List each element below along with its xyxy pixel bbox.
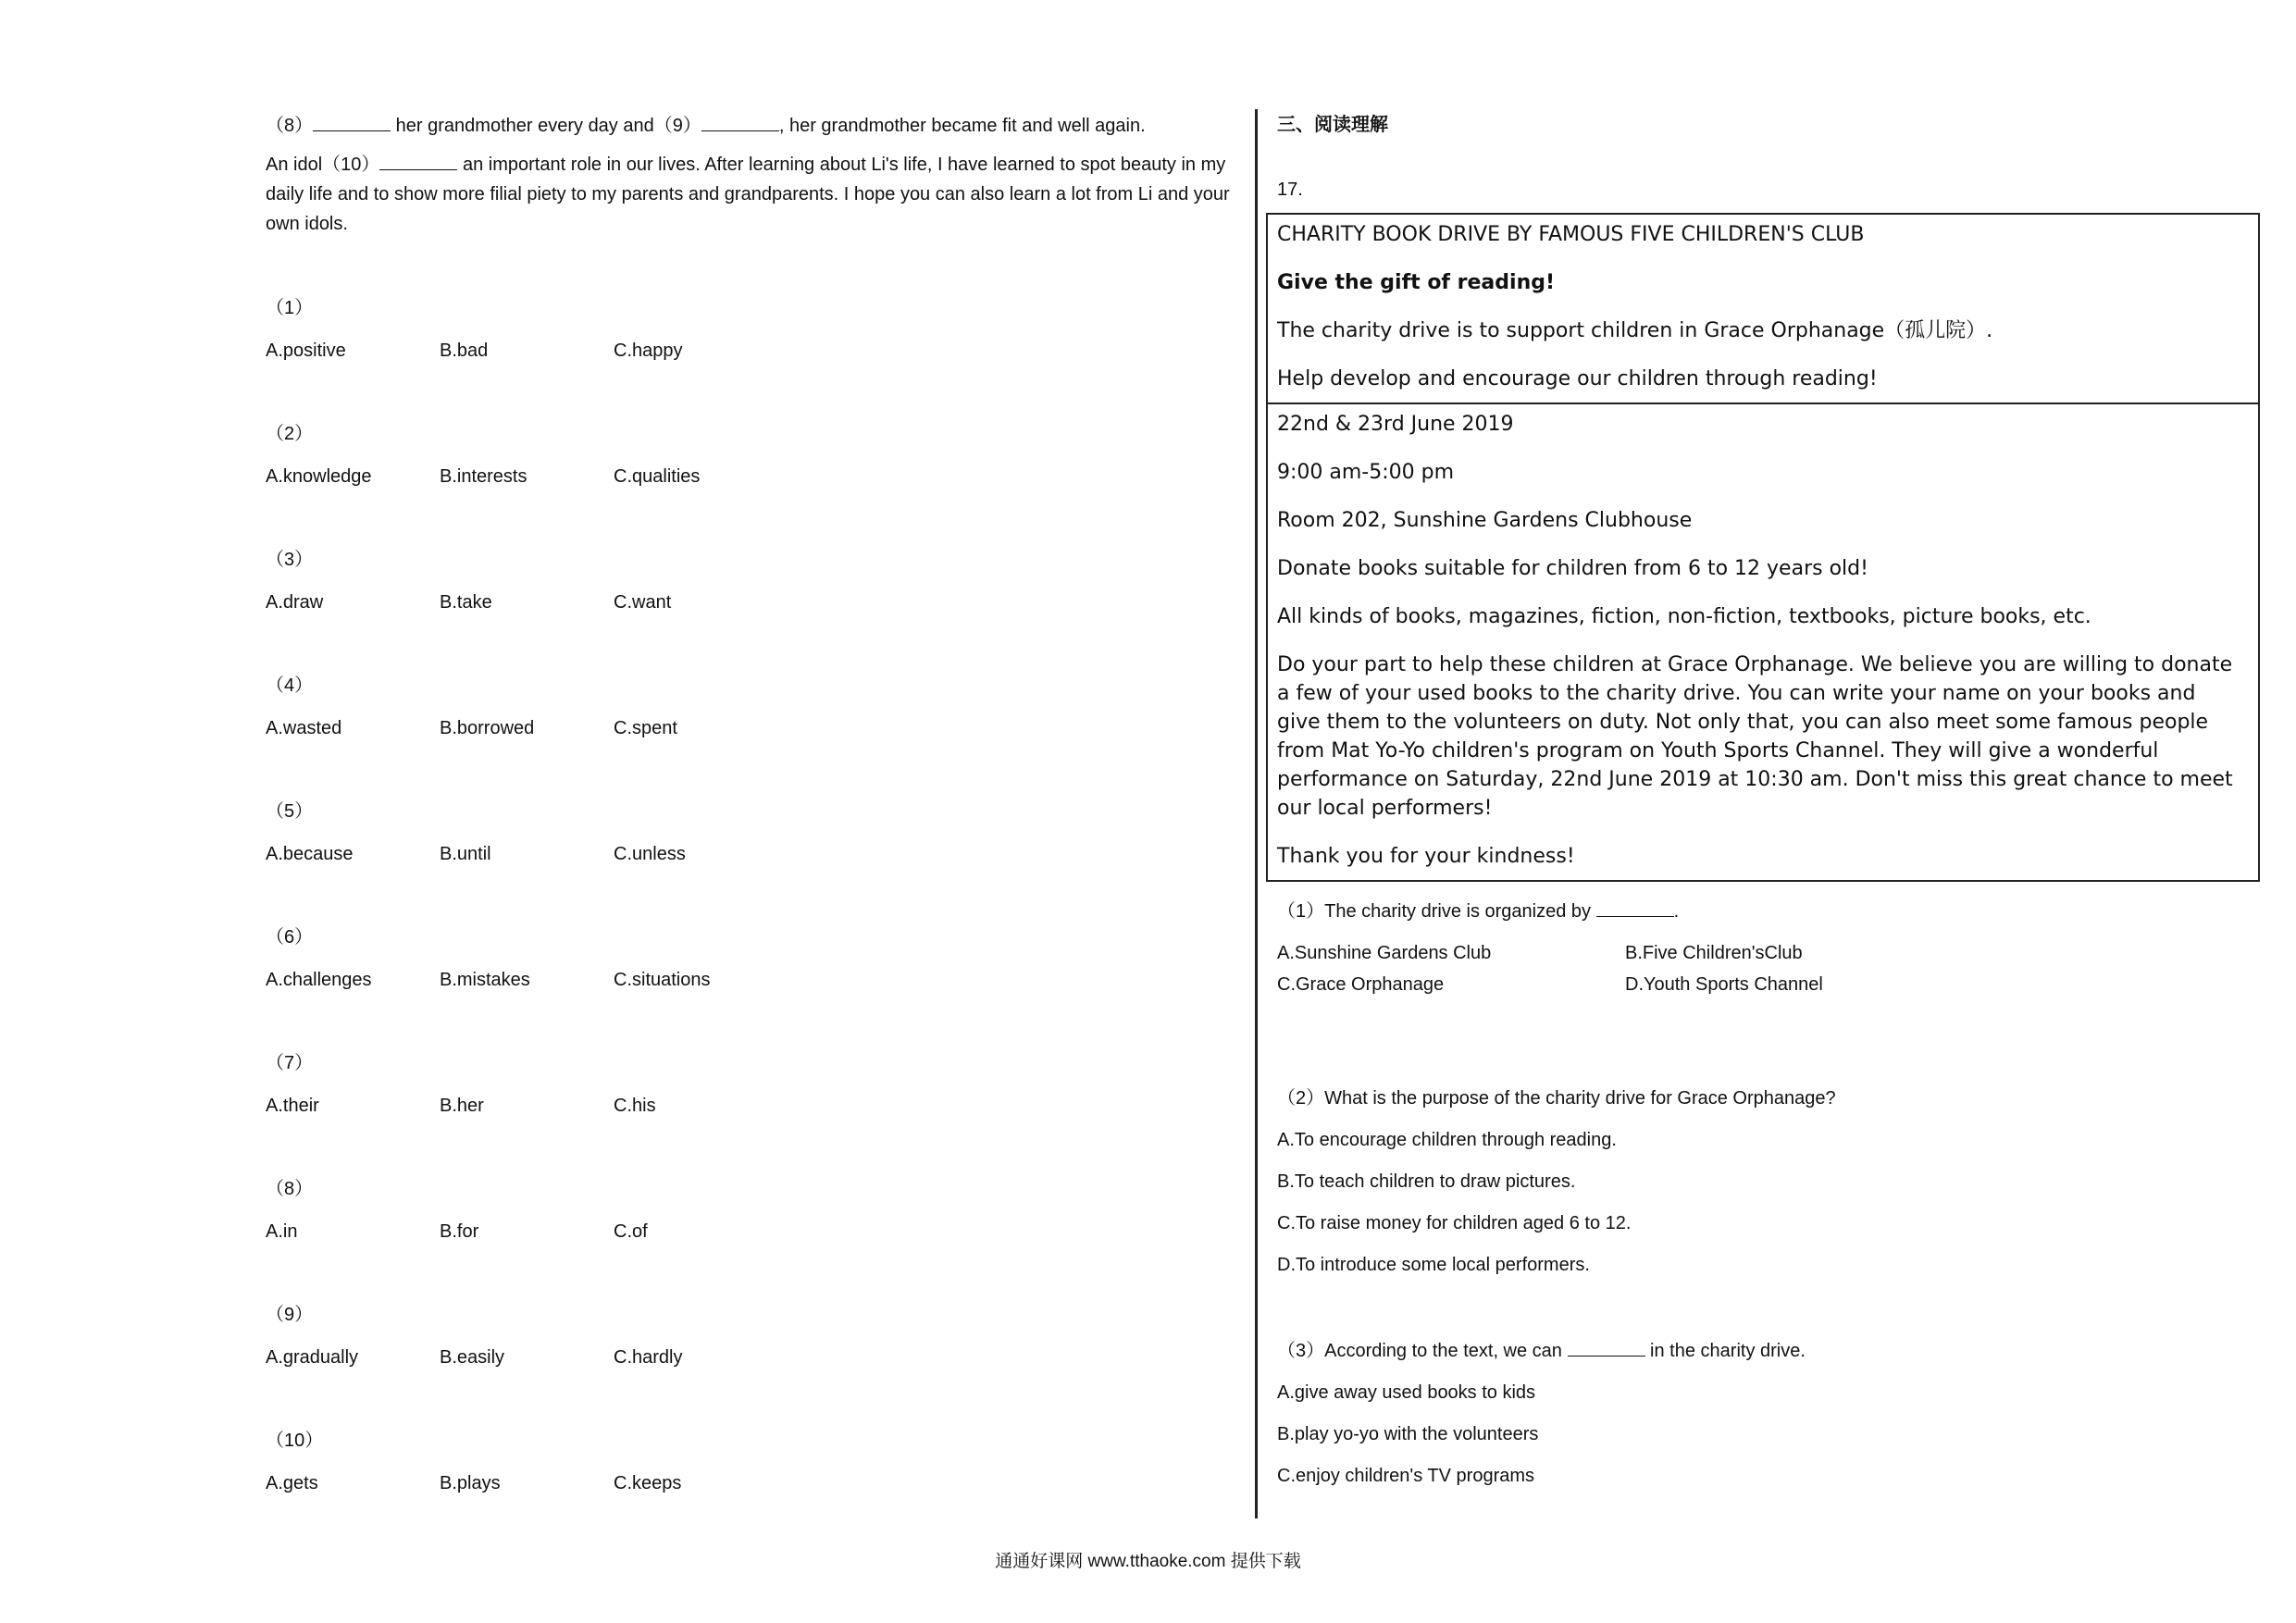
question-6: [266, 923, 913, 994]
question-3: [266, 546, 913, 616]
notice-details: [1268, 403, 2258, 880]
option-a[interactable]: A.because: [266, 844, 354, 864]
option-c[interactable]: C.situations: [614, 970, 711, 990]
option-a[interactable]: A.To encourage children through reading.: [1277, 1130, 1617, 1150]
notice-time: 9:00 am-5:00 pm: [1277, 461, 1455, 484]
stem-text: （3）According to the text, we can: [1277, 1341, 1568, 1361]
option-c[interactable]: C.Grace Orphanage: [1277, 974, 1445, 995]
option-b[interactable]: B.for: [440, 1221, 479, 1242]
question-stem: （2）What is the purpose of the charity drive for Grace Orphanage?: [1277, 1088, 1836, 1109]
question-9: [266, 1301, 913, 1371]
question-8: [266, 1175, 913, 1245]
options: [266, 463, 913, 490]
notice-text: The charity drive is to support children in Grace Orphanage（孤儿院）.: [1277, 319, 1993, 342]
options: [266, 337, 913, 365]
options: [266, 966, 913, 994]
question-number: （10）: [266, 1431, 324, 1451]
question-number: （8）: [266, 1179, 314, 1199]
page-footer: 通通好课网 www.tthaoke.com 提供下载: [995, 1552, 1301, 1571]
blank-10: [379, 151, 457, 170]
question-1: [266, 294, 913, 365]
answer-blank: [1568, 1337, 1645, 1357]
notice-location: Room 202, Sunshine Gardens Clubhouse: [1277, 509, 1693, 532]
option-a[interactable]: A.positive: [266, 341, 346, 361]
notice-date: 22nd & 23rd June 2019: [1277, 413, 1514, 436]
question-number: （7）: [266, 1053, 314, 1073]
option-a[interactable]: A.their: [266, 1096, 319, 1116]
question-number: （4）: [266, 675, 314, 696]
question-4: [266, 672, 913, 742]
blank-label-8: （8）: [266, 116, 314, 136]
answer-blank: [1596, 898, 1674, 917]
question-stem: [1277, 898, 2249, 925]
section-title: 三、阅读理解: [1277, 115, 1388, 135]
notice-slogan: Give the gift of reading!: [1277, 271, 1556, 294]
option-a[interactable]: A.give away used books to kids: [1277, 1382, 1536, 1403]
stem-text: in the charity drive.: [1644, 1341, 1806, 1361]
stem-text: （1）The charity drive is organized by: [1277, 901, 1596, 922]
question-number: （3）: [266, 550, 314, 570]
passage-text: her grandmother every day and（9）: [391, 116, 701, 136]
option-a[interactable]: A.gets: [266, 1473, 318, 1493]
notice-header: [1268, 215, 2258, 403]
option-b[interactable]: B.her: [440, 1096, 484, 1116]
option-b[interactable]: B.plays: [440, 1473, 501, 1493]
passage-text: an important role in our lives. After learning about Li's life, I have learned to spot beauty in my daily life and to show more filial piety to my parents and grandparents. I hope you can also learn a lot from Li and your own idols.: [266, 155, 1230, 234]
option-b[interactable]: B.To teach children to draw pictures.: [1277, 1171, 1576, 1192]
option-b[interactable]: B.interests: [440, 466, 527, 487]
options: [266, 840, 913, 868]
question-number: （9）: [266, 1305, 314, 1325]
option-c[interactable]: C.want: [614, 592, 672, 613]
notice-title: CHARITY BOOK DRIVE BY FAMOUS FIVE CHILDREN'S CLUB: [1277, 223, 1865, 246]
option-d[interactable]: D.Youth Sports Channel: [1625, 974, 1823, 995]
option-a[interactable]: A.wasted: [266, 718, 342, 738]
options: [266, 714, 913, 742]
options: [266, 1344, 913, 1371]
right-column: [1277, 111, 2258, 1486]
option-c[interactable]: C.happy: [614, 341, 683, 361]
option-a[interactable]: A.in: [266, 1221, 298, 1242]
option-a[interactable]: A.challenges: [266, 970, 372, 990]
option-b[interactable]: B.easily: [440, 1347, 505, 1368]
question-number: （6）: [266, 927, 314, 948]
question-number: （1）: [266, 298, 314, 318]
notice-closing: Thank you for your kindness!: [1277, 845, 1575, 868]
blank-8: [313, 112, 391, 131]
question-stem: [1277, 1337, 2249, 1365]
option-b[interactable]: B.play yo-yo with the volunteers: [1277, 1424, 1539, 1444]
option-b[interactable]: B.mistakes: [440, 970, 530, 990]
charity-notice-box: [1266, 213, 2260, 882]
option-c[interactable]: C.of: [614, 1221, 648, 1242]
option-a[interactable]: A.knowledge: [266, 466, 372, 487]
options: [266, 1092, 913, 1120]
passage-paragraph: [266, 150, 1237, 239]
question-number: （2）: [266, 424, 314, 444]
options: [266, 1218, 913, 1245]
notice-text: All kinds of books, magazines, fiction, non-fiction, textbooks, picture books, etc.: [1277, 605, 2091, 628]
left-column: [266, 111, 1237, 1493]
question-2: [266, 420, 913, 490]
stem-text: .: [1673, 901, 1680, 922]
option-c[interactable]: C.keeps: [614, 1473, 682, 1493]
option-b[interactable]: B.borrowed: [440, 718, 535, 738]
passage-line: [266, 111, 1237, 141]
option-c[interactable]: C.qualities: [614, 466, 701, 487]
question-7: [266, 1049, 913, 1120]
option-b[interactable]: B.until: [440, 844, 491, 864]
notice-paragraph: Do your part to help these children at Grace Orphanage. We believe you are willing to donate a few of your used books to the charity drive. You can write your name on your books and give them to the volunteers on duty. Not only that, you can also meet some famous people from Mat Yo-Yo children's program on Youth Sports Channel. They will give a wonderful performance on Saturday, 22nd June 2019 at 10:30 am. Don't miss this great chance to meet our local performers!: [1277, 653, 2233, 820]
option-b[interactable]: B.bad: [440, 341, 489, 361]
options: [266, 588, 913, 616]
blank-9: [701, 112, 779, 131]
option-c[interactable]: C.unless: [614, 844, 686, 864]
option-c[interactable]: C.spent: [614, 718, 677, 738]
notice-text: Donate books suitable for children from 6 to 12 years old!: [1277, 557, 1868, 580]
option-c[interactable]: C.his: [614, 1096, 656, 1116]
option-c[interactable]: C.hardly: [614, 1347, 683, 1368]
column-divider: [1255, 109, 1258, 1518]
option-b[interactable]: B.take: [440, 592, 492, 613]
option-a[interactable]: A.Sunshine Gardens Club: [1277, 943, 1492, 963]
option-a[interactable]: A.draw: [266, 592, 324, 613]
question-number: （5）: [266, 801, 314, 822]
reading-question-3: [1277, 1337, 2249, 1490]
options: [1277, 938, 2249, 1003]
passage-text: , her grandmother became fit and well again.: [778, 116, 1146, 136]
question-5: [266, 798, 913, 868]
reading-question-1: [1277, 898, 2249, 1003]
option-b[interactable]: B.Five Children'sClub: [1625, 943, 1803, 963]
question-number: 17.: [1277, 180, 1303, 200]
option-d[interactable]: D.To introduce some local performers.: [1277, 1255, 1590, 1275]
options: [266, 1469, 913, 1497]
option-c[interactable]: C.To raise money for children aged 6 to 12.: [1277, 1213, 1632, 1233]
option-c[interactable]: C.enjoy children's TV programs: [1277, 1466, 1535, 1486]
option-a[interactable]: A.gradually: [266, 1347, 359, 1368]
question-10: [266, 1427, 913, 1497]
notice-text: Help develop and encourage our children through reading!: [1277, 367, 1878, 390]
blank-label-10: An idol（10）: [266, 155, 380, 175]
reading-question-2: [1277, 1084, 2249, 1279]
